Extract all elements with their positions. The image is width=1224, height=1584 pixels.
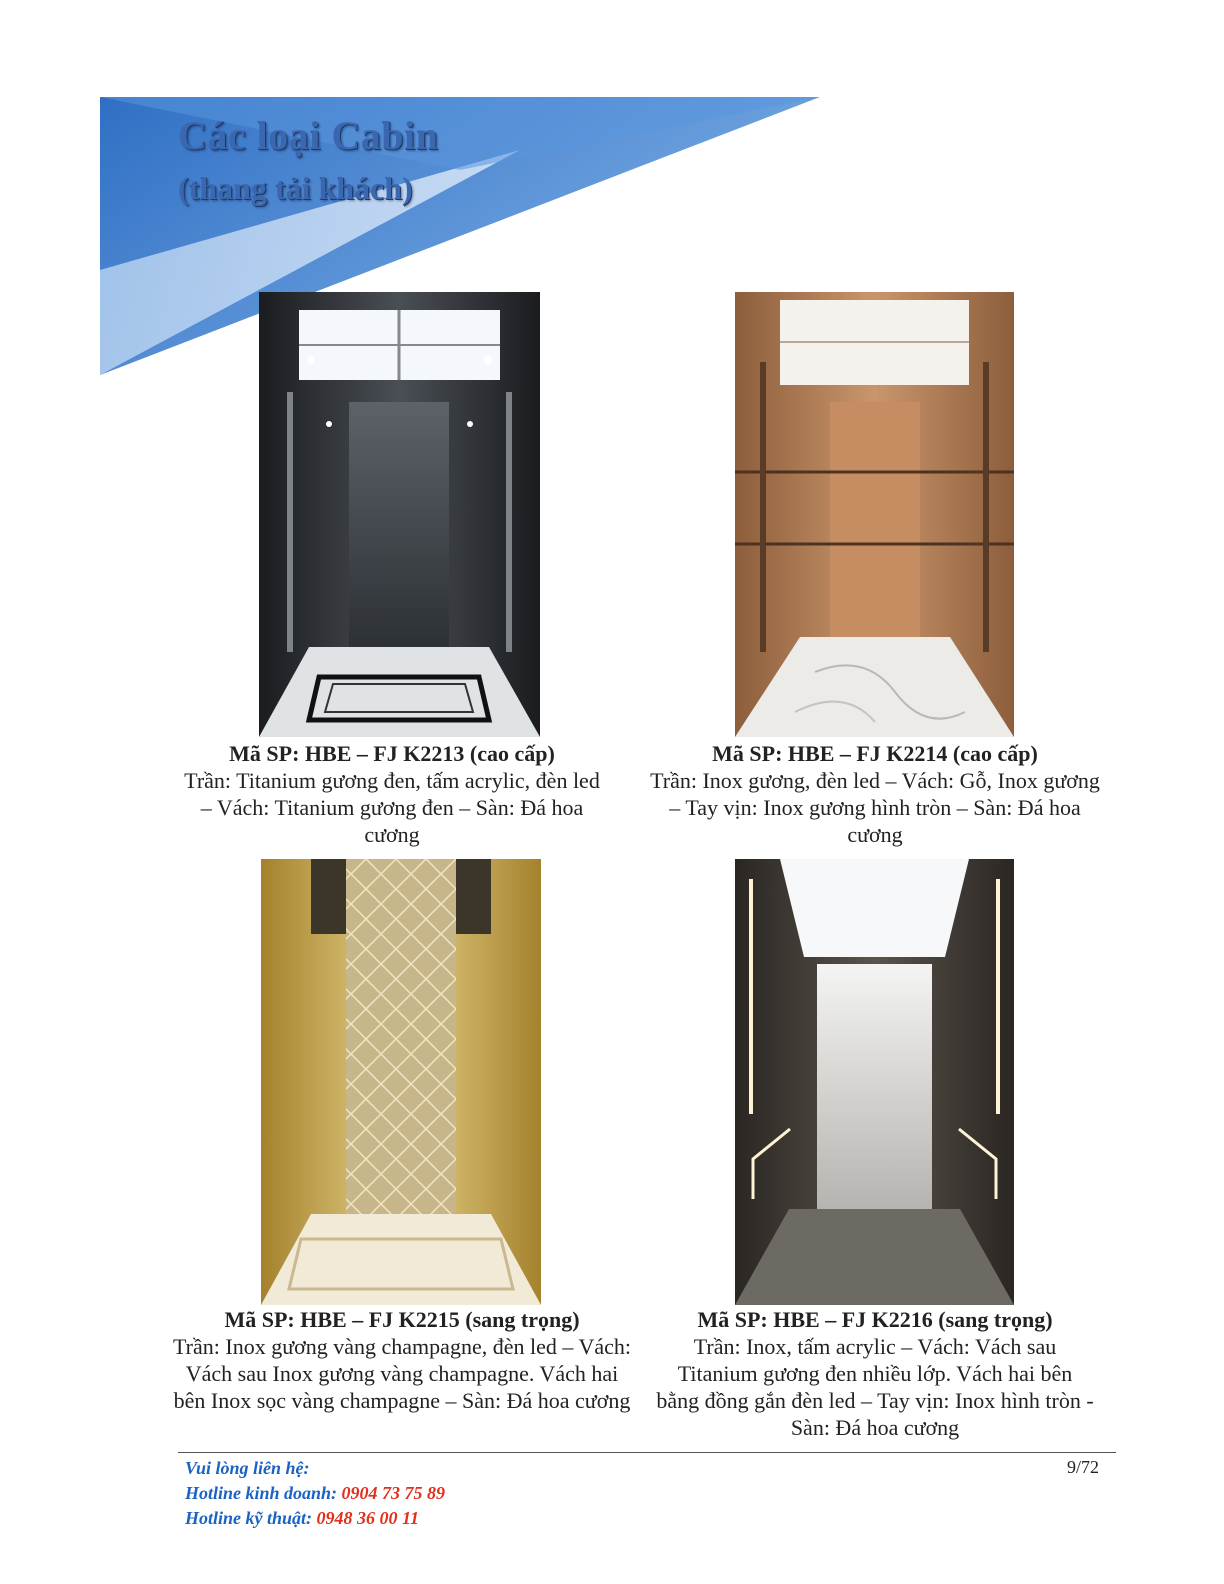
product-code: Mã SP: HBE – FJ K2214 (cao cấp)	[712, 741, 1038, 766]
sales-hotline-number[interactable]: 0904 73 75 89	[341, 1483, 446, 1503]
contact-label: Vui lòng liên hệ:	[185, 1458, 310, 1478]
page-number: 9/72	[1067, 1457, 1100, 1477]
product-image-k2213	[259, 292, 540, 737]
sales-hotline-label: Hotline kinh doanh:	[185, 1483, 342, 1503]
product-description: Trần: Inox gương vàng champagne, đèn led – Vách: Vách sau Inox gương vàng champagne. Vách hai bên Inox sọc vàng champagne – Sàn: Đá hoa cương	[173, 1334, 631, 1413]
product-code: Mã SP: HBE – FJ K2216 (sang trọng)	[697, 1307, 1053, 1332]
product-caption-k2214	[650, 740, 1100, 848]
product-description: Trần: Titanium gương đen, tấm acrylic, đèn led – Vách: Titanium gương đen – Sàn: Đá hoa cương	[184, 768, 600, 847]
product-caption-k2213	[176, 740, 608, 848]
footer-divider	[178, 1452, 1116, 1453]
product-code: Mã SP: HBE – FJ K2213 (cao cấp)	[229, 741, 555, 766]
tech-hotline	[185, 1506, 445, 1531]
product-image-k2215	[261, 859, 541, 1305]
product-description: Trần: Inox, tấm acrylic – Vách: Vách sau Titanium gương đen nhiều lớp. Vách hai bên bằng đồng gắn đèn led – Tay vịn: Inox hình tròn - Sàn: Đá hoa cương	[656, 1334, 1094, 1440]
footer-contact	[185, 1456, 445, 1531]
tech-hotline-label: Hotline kỹ thuật:	[185, 1508, 317, 1528]
product-caption-k2216	[655, 1306, 1095, 1441]
tech-hotline-number[interactable]: 0948 36 00 11	[316, 1508, 420, 1528]
product-image-k2216	[735, 859, 1014, 1305]
product-caption-k2215	[172, 1306, 632, 1414]
product-code: Mã SP: HBE – FJ K2215 (sang trọng)	[224, 1307, 580, 1332]
page-subtitle: (thang tải khách)	[178, 170, 413, 206]
sales-hotline	[185, 1481, 445, 1506]
product-image-k2214	[735, 292, 1014, 737]
product-description: Trần: Inox gương, đèn led – Vách: Gỗ, Inox gương – Tay vịn: Inox gương hình tròn – Sàn: Đá hoa cương	[650, 768, 1100, 847]
page-title: Các loại Cabin	[178, 113, 439, 158]
